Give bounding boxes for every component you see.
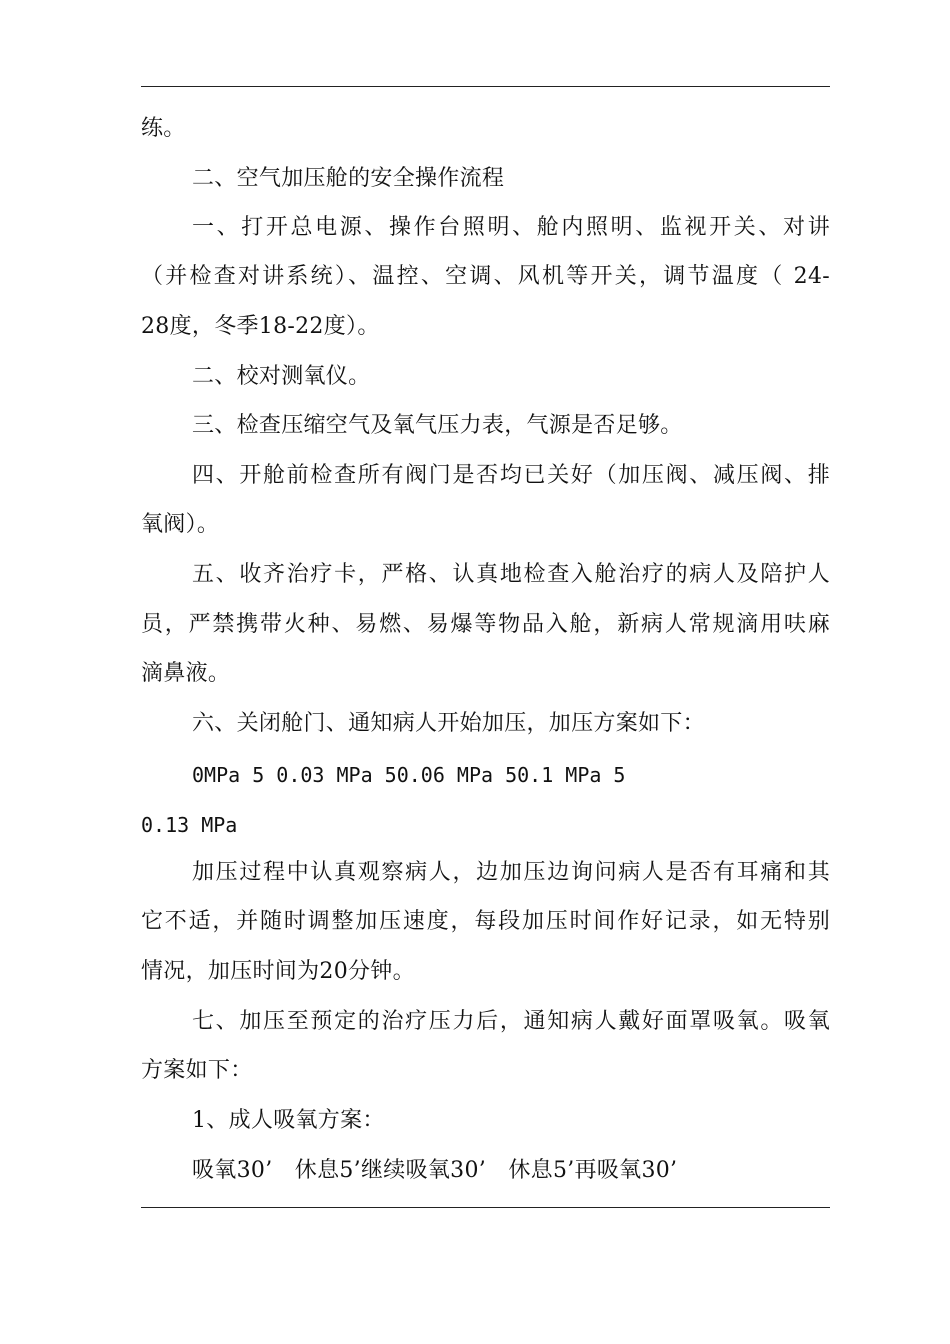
text-line: 三、检查压缩空气及氧气压力表，气源是否足够。 [192,413,683,438]
text-line: 情况，加压时间为20分钟。 [141,959,415,984]
text-line: 加压过程中认真观察病人，边加压边询问病人是否有耳痛和其 [192,860,830,885]
pressure-scheme-line: 0.13 MPa [141,813,238,837]
text-line: 七、加压至预定的治疗压力后，通知病人戴好面罩吸氧。吸氧 [192,1009,830,1034]
footer-rule [141,1207,830,1208]
text-line: 它不适，并随时调整加压速度，每段加压时间作好记录，如无特别 [141,909,830,934]
text-line: 五、收齐治疗卡，严格、认真地检查入舱治疗的病人及陪护人 [192,562,830,587]
header-rule [141,86,830,87]
text-line: 练。 [141,116,186,141]
text-line: 氧阀）。 [141,512,220,537]
section-heading: 二、空气加压舱的安全操作流程 [192,166,505,191]
text-line: 四、开舱前检查所有阀门是否均已关好（加压阀、减压阀、排 [192,463,830,488]
text-line: 员，严禁携带火种、易燃、易爆等物品入舱，新病人常规滴用呋麻 [141,612,830,637]
text-line: 方案如下： [141,1058,253,1083]
oxygen-scheme-line: 吸氧30’ 休息5’继续吸氧30’ 休息5’再吸氧30’ [192,1158,678,1183]
pressure-scheme-line: 0MPa 5 0.03 MPa 50.06 MPa 50.1 MPa 5 [192,763,626,787]
text-line: 六、关闭舱门、通知病人开始加压，加压方案如下： [192,711,705,736]
text-line: 二、校对测氧仪。 [192,364,371,389]
text-line: 一、打开总电源、操作台照明、舱内照明、监视开关、对讲 [192,215,830,240]
text-line: 28度，冬季18-22度）。 [141,314,380,339]
text-line: 滴鼻液。 [141,661,231,686]
text-line: （并检查对讲系统）、温控、空调、风机等开关，调节温度（ 24- [141,264,830,289]
text-line: 1、成人吸氧方案： [192,1108,385,1133]
